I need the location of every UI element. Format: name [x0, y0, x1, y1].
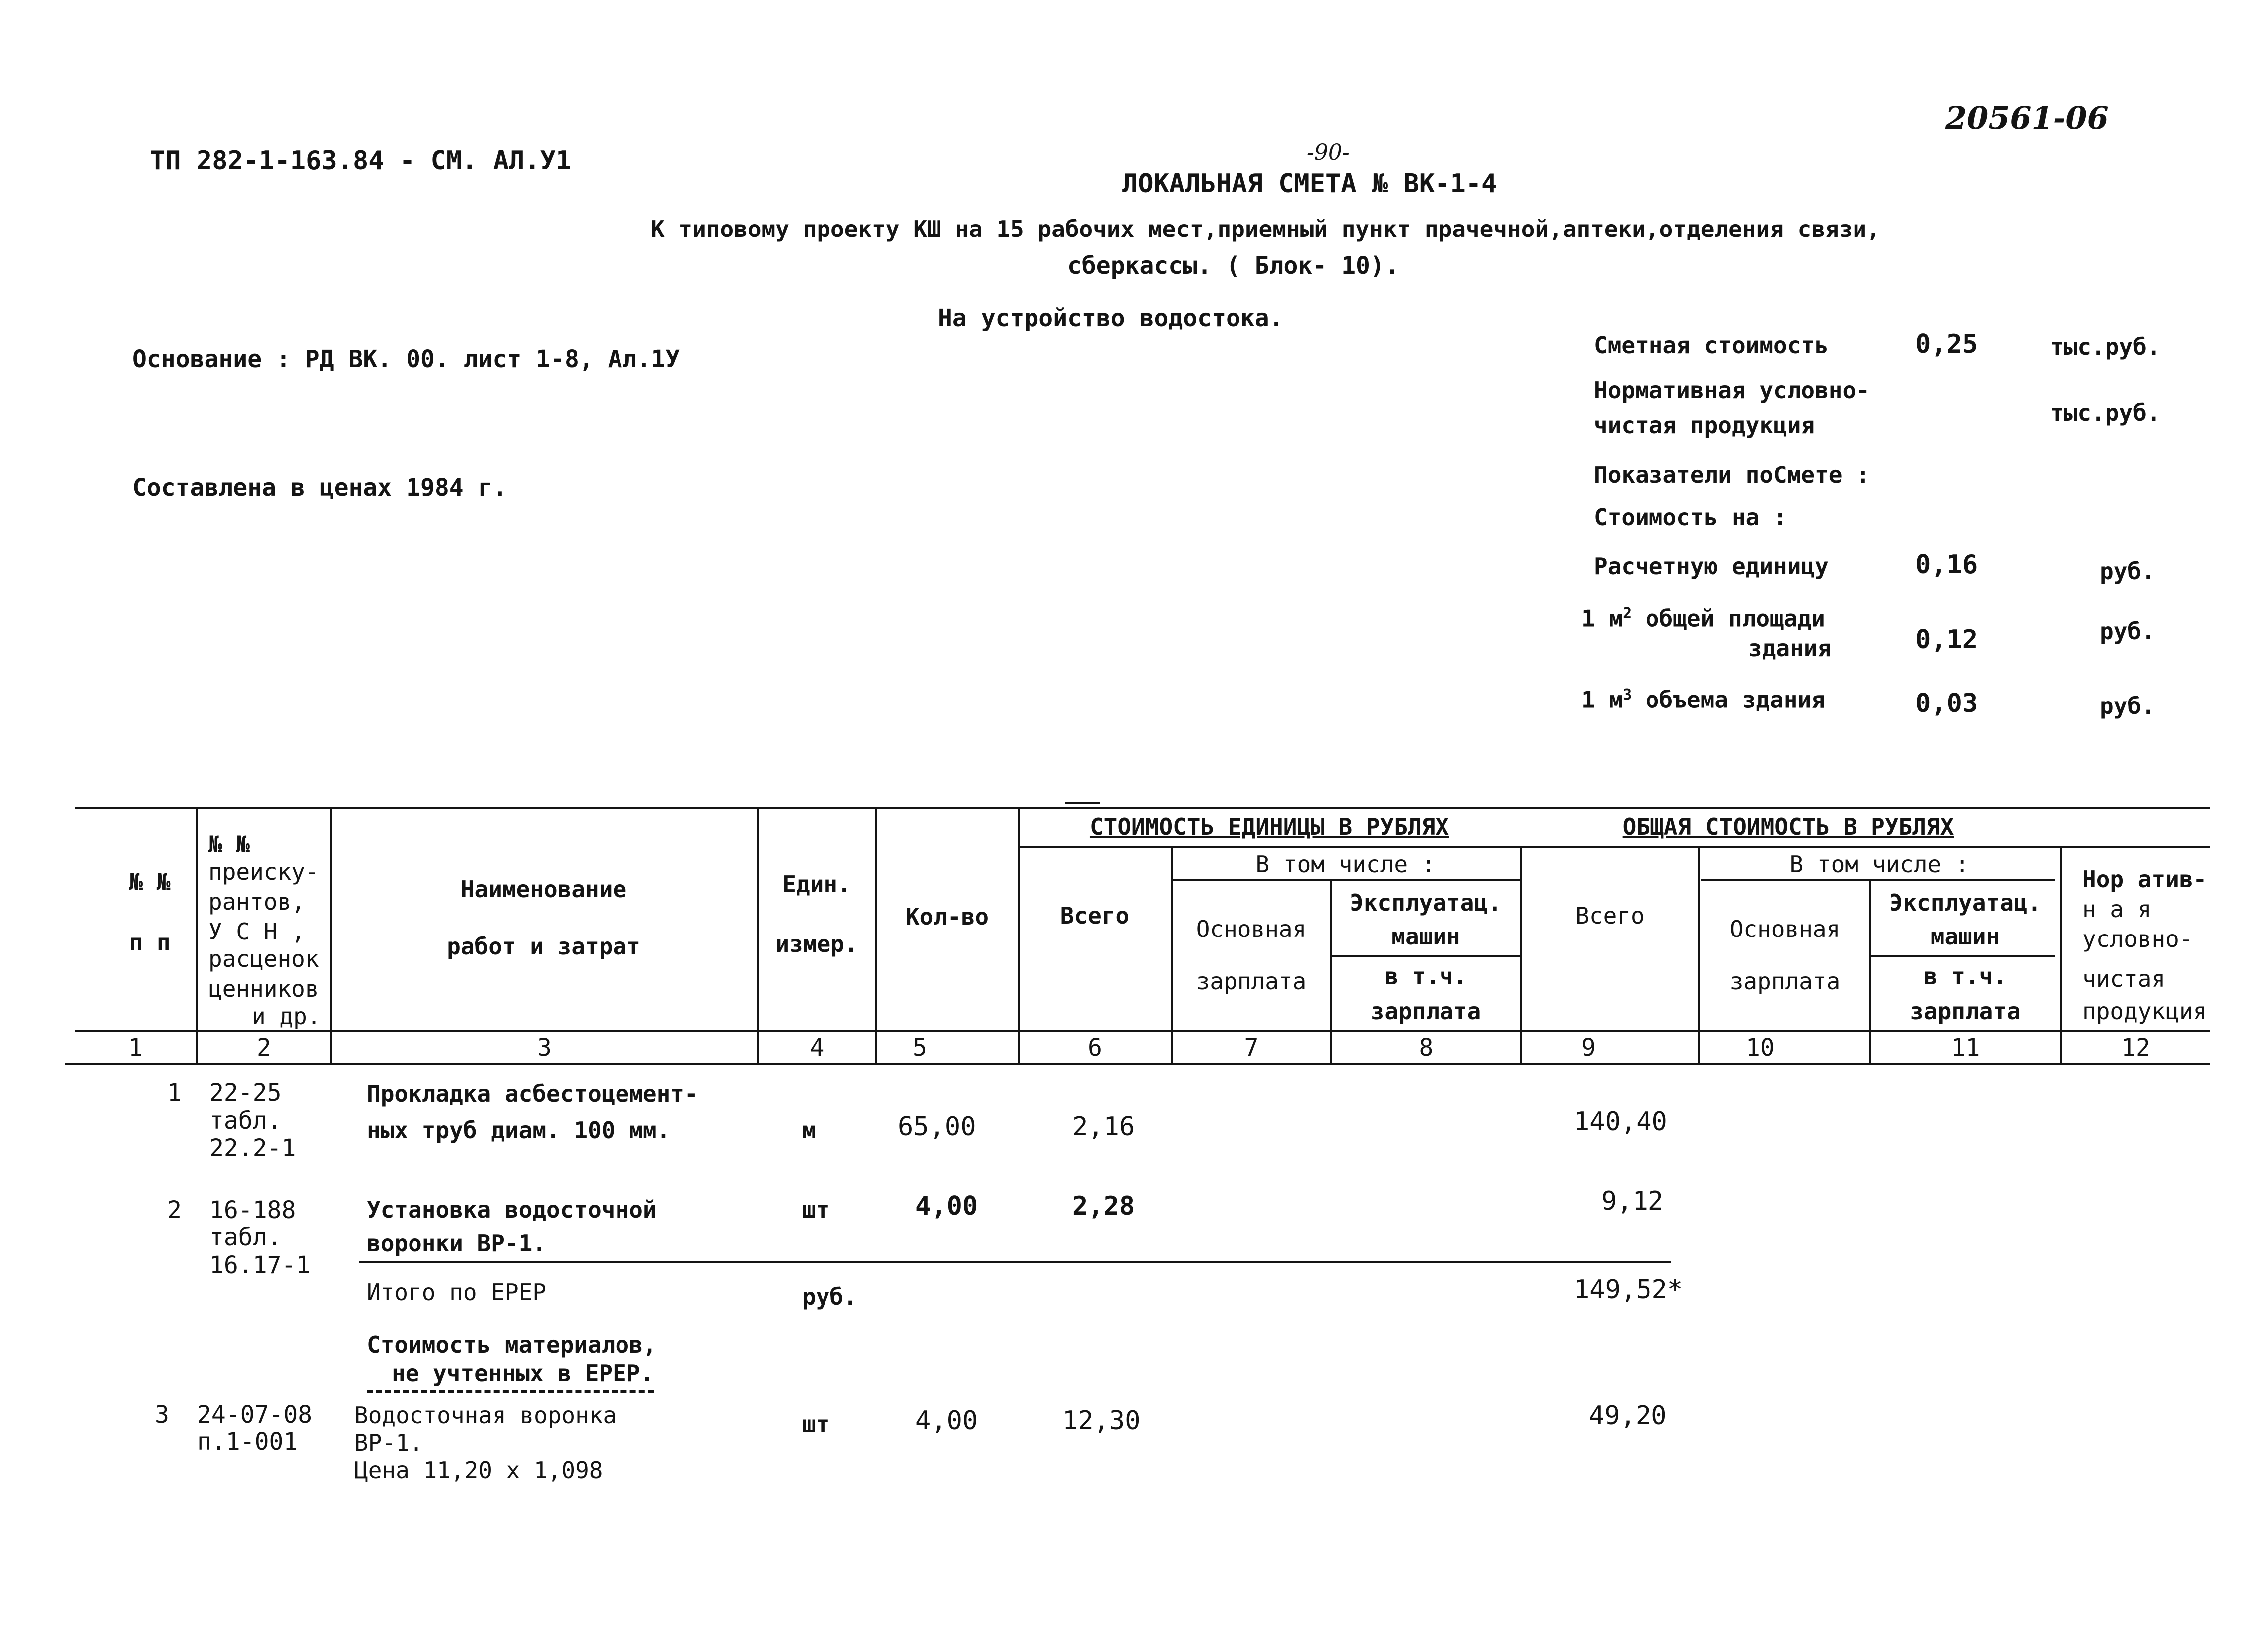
- subtotal-total: 149,52*: [1574, 1275, 1683, 1305]
- indicators-label: Показатели поСмете :: [1594, 462, 1870, 488]
- row-number: 1: [167, 1079, 182, 1107]
- column-number: 1: [128, 1034, 143, 1062]
- column-number: 10: [1746, 1034, 1775, 1062]
- work-name: Прокладка асбестоцемент-: [367, 1080, 698, 1107]
- col2-header-line1: № №: [208, 831, 250, 858]
- norm-unit: тыс.руб.: [2050, 399, 2161, 426]
- quantity: 4,00: [915, 1191, 978, 1221]
- col7-header-line2: зарплата: [1196, 968, 1307, 995]
- price-code: 16-188: [209, 1196, 296, 1224]
- column-number: 11: [1951, 1034, 1980, 1062]
- col3-header-line1: Наименование: [460, 876, 627, 903]
- unit: шт: [802, 1196, 830, 1223]
- subtitle-line-1: К типовому проекту КШ на 15 рабочих мест,приемный пункт прачечной,аптеки,отделения связи,: [651, 216, 1880, 242]
- row-number: 2: [167, 1196, 182, 1224]
- col4-header-line1: Един.: [782, 871, 851, 898]
- col2-header-line3: рантов,: [208, 888, 305, 915]
- col2-header-line5: расценок: [208, 945, 319, 972]
- col2-header-line7: и др.: [252, 1003, 321, 1030]
- col3-header-line2: работ и затрат: [447, 933, 640, 960]
- volume-value: 0,03: [1915, 689, 1978, 718]
- work-name: ных труб диам. 100 мм.: [367, 1117, 671, 1144]
- col4-header-line2: измер.: [775, 931, 858, 957]
- column-number: 4: [810, 1034, 825, 1062]
- col11-header-line4: зарплата: [1910, 998, 2021, 1025]
- col10-11-group-header: В том числе :: [1789, 851, 1969, 878]
- col8-header-line3: в т.ч.: [1384, 963, 1467, 990]
- document-code: ТП 282-1-163.84 - СМ. АЛ.У1: [150, 146, 572, 176]
- purpose: На устройство водостока.: [938, 304, 1284, 332]
- total-cost-group-header: ОБЩАЯ СТОИМОСТЬ В РУБЛЯХ: [1622, 813, 1954, 840]
- col1-header-line2: п п: [129, 929, 171, 956]
- col12-header-line2: н а я: [2082, 896, 2152, 923]
- materials-heading-line2: не учтенных в ЕРЕР.: [367, 1360, 654, 1393]
- col11-header-line2: машин: [1930, 923, 2000, 950]
- col11-header-line3: в т.ч.: [1923, 963, 2007, 990]
- col2-header-line4: У С Н ,: [208, 918, 305, 945]
- work-name: Водосточная воронка: [354, 1402, 617, 1429]
- unit: шт: [802, 1411, 830, 1438]
- unit-price: 12,30: [1062, 1406, 1141, 1436]
- unit: м: [802, 1117, 816, 1144]
- column-number: 5: [913, 1034, 927, 1062]
- col2-header-line2: преиску-: [208, 858, 319, 885]
- unit-cost-group-header: СТОИМОСТЬ ЕДИНИЦЫ В РУБЛЯХ: [1089, 813, 1449, 840]
- area-label: 1 $м^2$ общей площади: [1581, 605, 1825, 632]
- handwritten-number: 20561-06: [1945, 100, 2109, 136]
- materials-heading-line1: Стоимость материалов,: [367, 1331, 657, 1358]
- area-unit: руб.: [2100, 618, 2155, 645]
- volume-label: 1 $м^3$ объема здания: [1581, 686, 1825, 713]
- unit-label: Расчетную единицу: [1594, 553, 1829, 580]
- cost-unit: тыс.руб.: [2050, 333, 2161, 360]
- unit-unit: руб.: [2100, 558, 2155, 585]
- column-number: 8: [1419, 1034, 1434, 1062]
- col10-header-line1: Основная: [1729, 916, 1841, 942]
- subtitle-line-2: сберкассы. ( Блок- 10).: [1067, 252, 1399, 280]
- col10-header-line2: зарплата: [1729, 968, 1841, 995]
- subtotal-label: Итого по ЕРЕР: [367, 1279, 547, 1306]
- quantity: 4,00: [915, 1406, 978, 1436]
- price-code: 22.2-1: [209, 1134, 296, 1162]
- price-code: табл.: [209, 1223, 282, 1251]
- work-name: воронки ВР-1.: [367, 1230, 547, 1257]
- col11-header-line1: Эксплуатац.: [1889, 889, 2042, 916]
- column-number: 3: [537, 1034, 552, 1062]
- col12-header-line5: продукция: [2082, 998, 2207, 1025]
- cost-per-label: Стоимость на :: [1594, 504, 1787, 531]
- subtotal-unit: руб.: [802, 1283, 857, 1310]
- total-cost: 49,20: [1589, 1401, 1667, 1431]
- col12-header-line1: Нор атив-: [2082, 866, 2207, 893]
- norm-label-1: Нормативная условно-: [1594, 377, 1870, 404]
- price-code: 22-25: [209, 1079, 282, 1107]
- col12-header-line3: условно-: [2082, 926, 2193, 952]
- row-number: 3: [155, 1401, 169, 1429]
- price-code: п.1-001: [197, 1428, 298, 1456]
- norm-label-2: чистая продукция: [1594, 412, 1815, 439]
- col8-header-line2: машин: [1391, 923, 1460, 950]
- col8-header-line1: Эксплуатац.: [1350, 889, 1502, 916]
- price-code: 16.17-1: [209, 1251, 311, 1279]
- unit-value: 0,16: [1915, 550, 1978, 580]
- column-number: 7: [1244, 1034, 1259, 1062]
- quantity: 65,00: [898, 1112, 976, 1142]
- col9-header: Всего: [1575, 902, 1645, 929]
- area-label-building: здания: [1748, 635, 1832, 662]
- price-note: Цена 11,20 х 1,098: [354, 1457, 603, 1484]
- price-code: табл.: [209, 1107, 282, 1135]
- col7-header-line1: Основная: [1196, 916, 1307, 942]
- basis: Основание : РД ВК. 00. лист 1-8, Ал.1У: [132, 345, 680, 373]
- unit-price: 2,16: [1072, 1112, 1135, 1142]
- cost-label: Сметная стоимость: [1594, 332, 1829, 359]
- col7-8-group-header: В том числе :: [1255, 851, 1436, 878]
- total-cost: 9,12: [1601, 1186, 1664, 1216]
- unit-price: 2,28: [1072, 1191, 1135, 1221]
- col2-header-line6: ценников: [208, 975, 319, 1002]
- price-code: 24-07-08: [197, 1401, 313, 1429]
- col8-header-line4: зарплата: [1370, 998, 1481, 1025]
- page-number: -90-: [1307, 140, 1350, 165]
- document-title: ЛОКАЛЬНАЯ СМЕТА № ВК-1-4: [1122, 169, 1497, 199]
- volume-unit: руб.: [2100, 693, 2155, 719]
- col12-header-line4: чистая: [2082, 965, 2166, 992]
- price-level: Составлена в ценах 1984 г.: [132, 474, 507, 502]
- column-number: 2: [257, 1034, 271, 1062]
- area-value: 0,12: [1915, 625, 1978, 655]
- col5-header: Кол-во: [905, 903, 989, 930]
- total-cost: 140,40: [1574, 1107, 1667, 1137]
- work-name: Установка водосточной: [367, 1196, 657, 1223]
- cost-value: 0,25: [1915, 329, 1978, 359]
- column-number: 9: [1581, 1034, 1596, 1062]
- work-name: ВР-1.: [354, 1429, 423, 1456]
- col1-header-line1: № №: [129, 868, 171, 895]
- column-number: 6: [1088, 1034, 1102, 1062]
- col6-header: Всего: [1060, 902, 1130, 929]
- column-number: 12: [2121, 1034, 2150, 1062]
